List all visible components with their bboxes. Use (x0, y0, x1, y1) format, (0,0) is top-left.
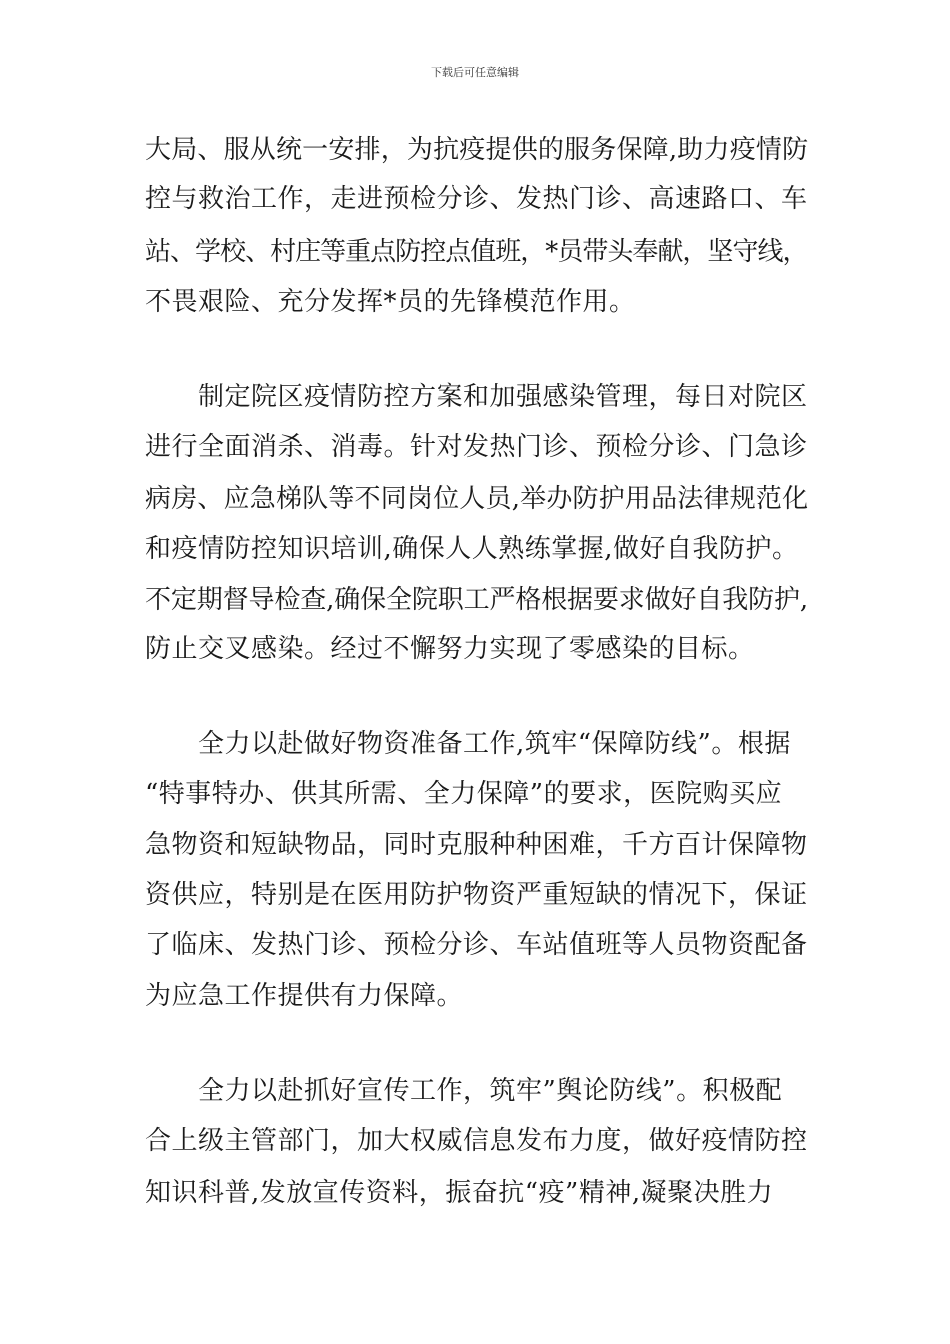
text-line: 进行全面消杀、消毒。针对发热门诊、预检分诊、门急诊 (145, 432, 808, 462)
text-line: 了临床、发热门诊、预检分诊、车站值班等人员物资配备 (145, 930, 808, 960)
text-line: 防止交叉感染。经过不懈努力实现了零感染的目标。 (145, 634, 755, 664)
text-line: 不畏艰险、充分发挥*员的先锋模范作用。 (145, 287, 636, 317)
text-line: 和疫情防控知识培训,确保人人熟练掌握,做好自我防护。 (145, 534, 799, 564)
text-line: 控与救治工作，走进预检分诊、发热门诊、高速路口、车 (145, 184, 808, 214)
text-line: 制定院区疫情防控方案和加强感染管理，每日对院区 (198, 382, 808, 412)
text-line: 全力以赴做好物资准备工作,筑牢“保障防线”。根据 (198, 729, 791, 759)
page-header: 下载后可任意编辑 (431, 66, 519, 79)
text-line: 资供应，特别是在医用防护物资严重短缺的情况下，保证 (145, 880, 808, 910)
text-line: 病房、应急梯队等不同岗位人员,举办防护用品法律规范化 (145, 484, 809, 514)
text-line: 不定期督导检查,确保全院职工严格根据要求做好自我防护, (145, 585, 809, 615)
text-line: 知识科普,发放宣传资料，振奋抗“疫”精神,凝聚决胜力 (145, 1178, 774, 1208)
text-line: “特事特办、供其所需、全力保障”的要求，医院购买应 (145, 779, 783, 809)
text-line: 全力以赴抓好宣传工作，筑牢”舆论防线”。积极配 (198, 1076, 783, 1106)
text-line: 为应急工作提供有力保障。 (145, 981, 464, 1011)
text-line: 合上级主管部门，加大权威信息发布力度，做好疫情防控 (145, 1126, 808, 1156)
text-line: 大局、服从统一安排，为抗疫提供的服务保障,助力疫情防 (145, 135, 809, 165)
text-line: 站、学校、村庄等重点防控点值班，*员带头奉献，坚守线， (145, 237, 808, 267)
text-line: 急物资和短缺物品，同时克服种种困难，千方百计保障物 (145, 830, 808, 860)
